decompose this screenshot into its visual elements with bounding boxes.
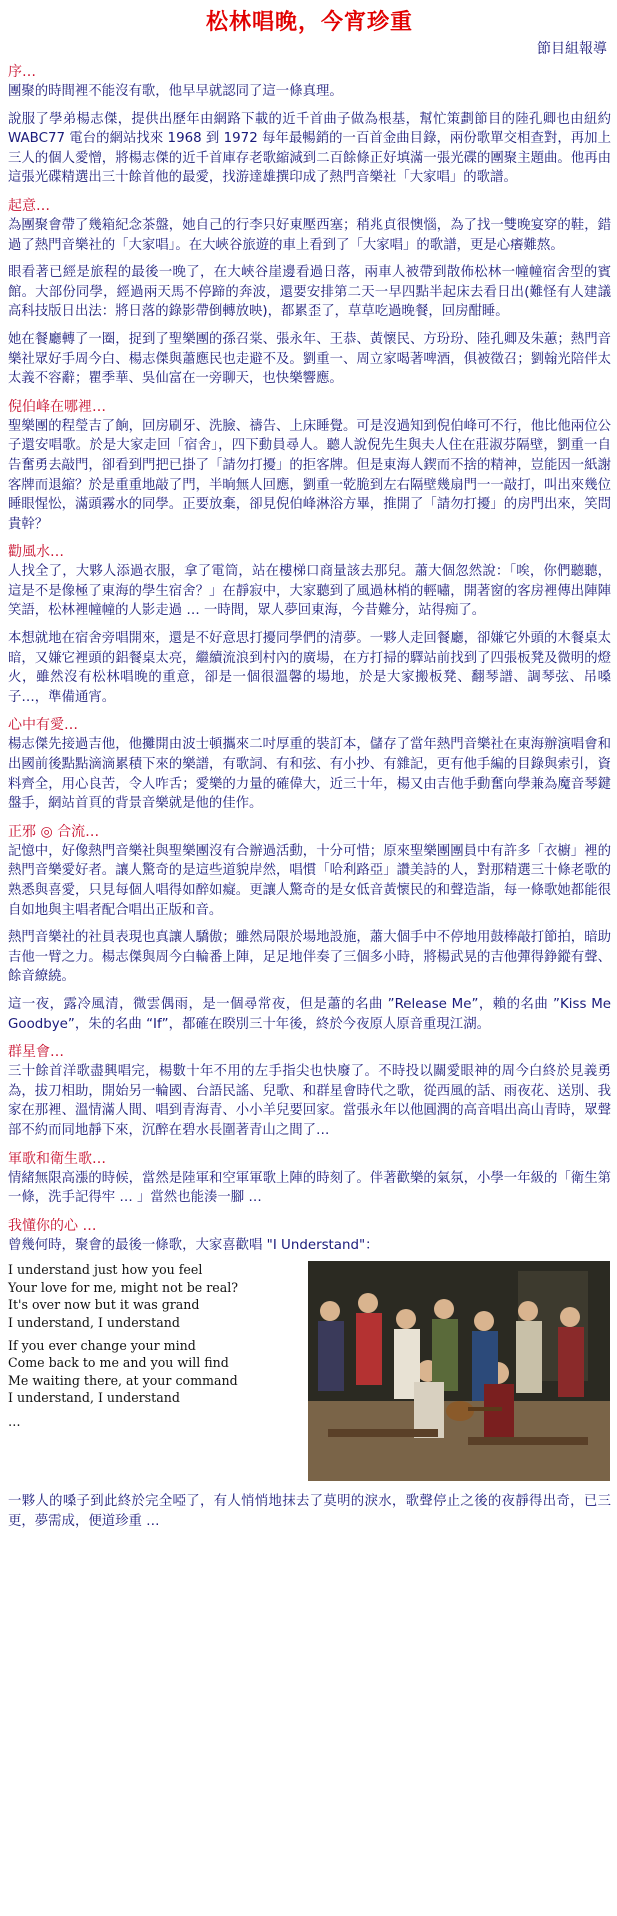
song-lyrics	[8, 1261, 298, 1430]
section-title: 勸風水…	[8, 544, 64, 561]
section-love	[8, 715, 611, 813]
lyrics-ellipsis: …	[8, 1413, 21, 1429]
lyric-line: I understand, I understand	[8, 1390, 180, 1406]
section-title: 正邪 ◎ 合流…	[8, 823, 100, 840]
paragraph: 情緒無限高漲的時候，當然是陸軍和空軍軍歌上陣的時刻了。伴著歡樂的氣氛，小學一年級的「衛生第一條，洗手記得牢 … 」當然也能湊一腳 …	[8, 1170, 611, 1206]
lyric-line: Come back to me and you will find	[8, 1355, 229, 1371]
paragraph: 三十餘首洋歌盡興唱完，楊數十年不用的左手指尖也快廢了。不時投以關愛眼神的周今白終於見義勇為，拔刀相助，開始另一輪國、台語民謠、兒歌、和群星會時代之歌，從西風的話、雨夜花、送別、我家在那裡、溫情滿人間、唱到青海青、小小羊兒要回家。當張永年以他圓潤的高音唱出高山青時，眾聲部不約而同地靜下來，沉醉在碧水長圍著青山之間了…	[8, 1064, 611, 1138]
section-stars	[8, 1042, 611, 1140]
paragraph: 記憶中，好像熱門音樂社與聖樂團沒有合辦過活動，十分可惜；原來聖樂團團員中有許多「衣櫥」裡的熱門音樂愛好者。讓人驚奇的是這些道貌岸然，唱慣「哈利路亞」讚美詩的人，對那精選三十條老歌的熟悉與喜愛，只見每個人唱得如醉如癡。更讓人驚奇的是女低音黃懷民的和聲造詣，每一條歌她都能很自如地與主唱者配合唱出正版和音。	[8, 843, 611, 918]
lyric-line: I understand, I understand	[8, 1314, 180, 1330]
section-where-is-ni	[8, 397, 611, 535]
lyric-line: It's over now but it was grand	[8, 1297, 200, 1313]
section-understand	[8, 1216, 611, 1532]
photo-illustration	[308, 1261, 610, 1481]
byline: 節目組報導	[537, 41, 607, 57]
paragraph: 熱門音樂社的社員表現也真讓人驕傲；雖然局限於場地設施，蕭大個手中不停地用鼓棒敲打節拍，暗助吉他一臂之力。楊志傑與周今白輪番上陣，足足地伴奏了三個多小時，將楊武晃的吉他彈得錚鏦有聲、餘音繚繞。	[8, 930, 611, 985]
lyric-line: I understand just how you feel	[8, 1262, 203, 1278]
paragraph: 本想就地在宿舍旁唱開來，還是不好意思打擾同學們的清夢。一夥人走回餐廳，卻嫌它外頭的木餐桌太暗，又嫌它裡頭的鋁餐桌太亮，繼續流浪到村內的廣場，在方打掃的驛站前找到了四張板凳及微明的燈火，雖然沒有松林唱晚的重意，卻是一個很溫馨的場地，於是大家搬板凳、翻琴譜、調琴弦、吊嗓子…，準備通宵。	[8, 631, 611, 705]
paragraph: 聖樂團的程瑩吉了餉，回房刷牙、洗臉、禱告、上床睡覺。可是沒過知到倪伯峰可不行，他比他兩位公子還安唱歌。於是大家走回「宿舍」，四下動員尋人。聽人說倪先生與夫人住在莊淑芬隔壁，劉重一自告奮勇去敲門，卻看到門把已掛了「請勿打擾」的拒客牌。但是東海人鍥而不捨的精神，豈能因一紙謝客牌而退縮？於是重重地敲了門，半晌無人回應，劉重一乾脆到左右隔壁幾扇門一一敲打，叫出來幾位睡眼惺忪，滿頭霧水的同學。正要放棄，卻見倪伯峰淋浴方畢，推開了「請勿打擾」的房門出來，笑問貴幹？	[8, 418, 611, 532]
section-title: 群星會…	[8, 1044, 64, 1061]
paragraph: 這一夜，露冷風清，微雲偶雨，是一個尋常夜，但是蕭的名曲 ”Release Me”，賴的名曲 ”Kiss Me Goodbye”，朱的名曲 “If”，都確在睽別三十年後，終於今夜原人原音重現江湖。	[8, 996, 611, 1032]
section-title: 起意…	[8, 197, 50, 214]
paragraph: 人找全了，大夥人添過衣服，拿了電筒，站在樓梯口商量該去那兒。蕭大個忽然說：「唉，你們聽聽，這是不是像極了東海的學生宿舍？」在靜寂中，大家聽到了風過林梢的輕嘯，開著窗的客房裡傳出陣陣笑語，松林裡幢幢的人影走過 … 一時間，眾人夢回東海，今昔難分，站得痴了。	[8, 564, 611, 619]
paragraph: 團聚的時間裡不能沒有歌，他早早就認同了這一條真理。	[8, 84, 343, 99]
section-army-songs	[8, 1149, 611, 1208]
section-title: 倪伯峰在哪裡…	[8, 398, 106, 415]
lyric-line: Me waiting there, at your command	[8, 1372, 238, 1388]
paragraph: 楊志傑先接過吉他，他攤開由波士頓攜來二吋厚重的裝訂本，儲存了當年熱門音樂社在東海辦演唱會和出國前後點點滴滴累積下來的樂譜，有歌詞、有和弦、有小抄、有雜記，更有他手編的目錄與索引，資料齊全，用心良苦，令人咋舌；愛樂的力量的確偉大，近三十年，楊又由吉他手動奮向學兼為魔音琴鍵盤手，網站首頁的背景音樂就是他的佳作。	[8, 737, 611, 812]
section-title: 心中有愛…	[8, 717, 78, 734]
lyric-line: Your love for me, might not be real?	[8, 1279, 239, 1295]
section-merge	[8, 822, 611, 1034]
paragraph: 說服了學弟楊志傑，提供出歷年由網路下載的近千首曲子做為根基，幫忙策劃節目的陸孔卿也由紐約 WABC77 電台的網站找來 1968 到 1972 每年最暢銷的一百首金曲目錄，兩份歌單交相查對，再加上三人的個人愛憎，將楊志傑的近千首庫存老歌縮減到二百餘條正好填滿一張光碟的團聚主題曲。他再由這張光碟精選出三十餘首他的最愛，找游達雄撰印成了熱門音樂社「大家唱」的歌譜。	[8, 111, 611, 186]
section-title: 軍歌和衛生歌…	[8, 1150, 106, 1167]
group-singing-photo	[308, 1261, 610, 1481]
lyrics-stanza	[8, 1337, 298, 1407]
paragraph: 她在餐廳轉了一圈，捉到了聖樂團的孫召棠、張永年、王恭、黃懷民、方玢玢、陸孔卿及朱蕙；熱門音樂社眾好手周今白、楊志傑與蕭應民也走避不及。劉重一、周立家喝著啤酒，俱被徵召；劉翰光陪伴太太義不容辭；瞿季華、吳仙富在一旁聊天，也快樂響應。	[8, 331, 611, 387]
section-preface	[8, 62, 611, 188]
section-title: 序…	[8, 64, 36, 80]
song-and-photo	[8, 1261, 611, 1492]
closing-paragraph: 一夥人的嗓子到此終於完全啞了，有人悄悄地抹去了莫明的淚水，歌聲停止之後的夜靜得出奇，已三更，夢需成，便道珍重 …	[8, 1494, 611, 1529]
paragraph: 眼看著已經是旅程的最後一晚了，在大峽谷崖邊看過日落，兩車人被帶到散佈松林一幢幢宿舍型的賓館。大部份同學，經過兩天馬不停蹄的奔波，還要安排第二天一早四點半起床去看日出(難怪有人建議高科技版日出法：將日落的錄影帶倒轉放映)，都累歪了，草草吃過晚餐，回房酣睡。	[8, 265, 611, 320]
section-origin	[8, 196, 611, 389]
section-fengshui	[8, 542, 611, 707]
lyric-line: If you ever change your mind	[8, 1337, 196, 1353]
lyrics-stanza	[8, 1261, 298, 1331]
page-title: 松林唱晚，今宵珍重	[205, 10, 413, 35]
section-title: 我懂你的心 …	[8, 1217, 97, 1234]
paragraph: 曾幾何時，聚會的最後一條歌，大家喜歡唱 "I Understand"：	[8, 1237, 379, 1253]
paragraph: 為團聚會帶了幾箱紀念茶盤，她自己的行李只好東壓西塞；稍兆貞很懊惱，為了找一雙晚宴穿的鞋，錯過了熱門音樂社的「大家唱」。在大峽谷旅遊的車上看到了「大家唱」的歌譜，更是心癢難熬。	[8, 217, 611, 253]
